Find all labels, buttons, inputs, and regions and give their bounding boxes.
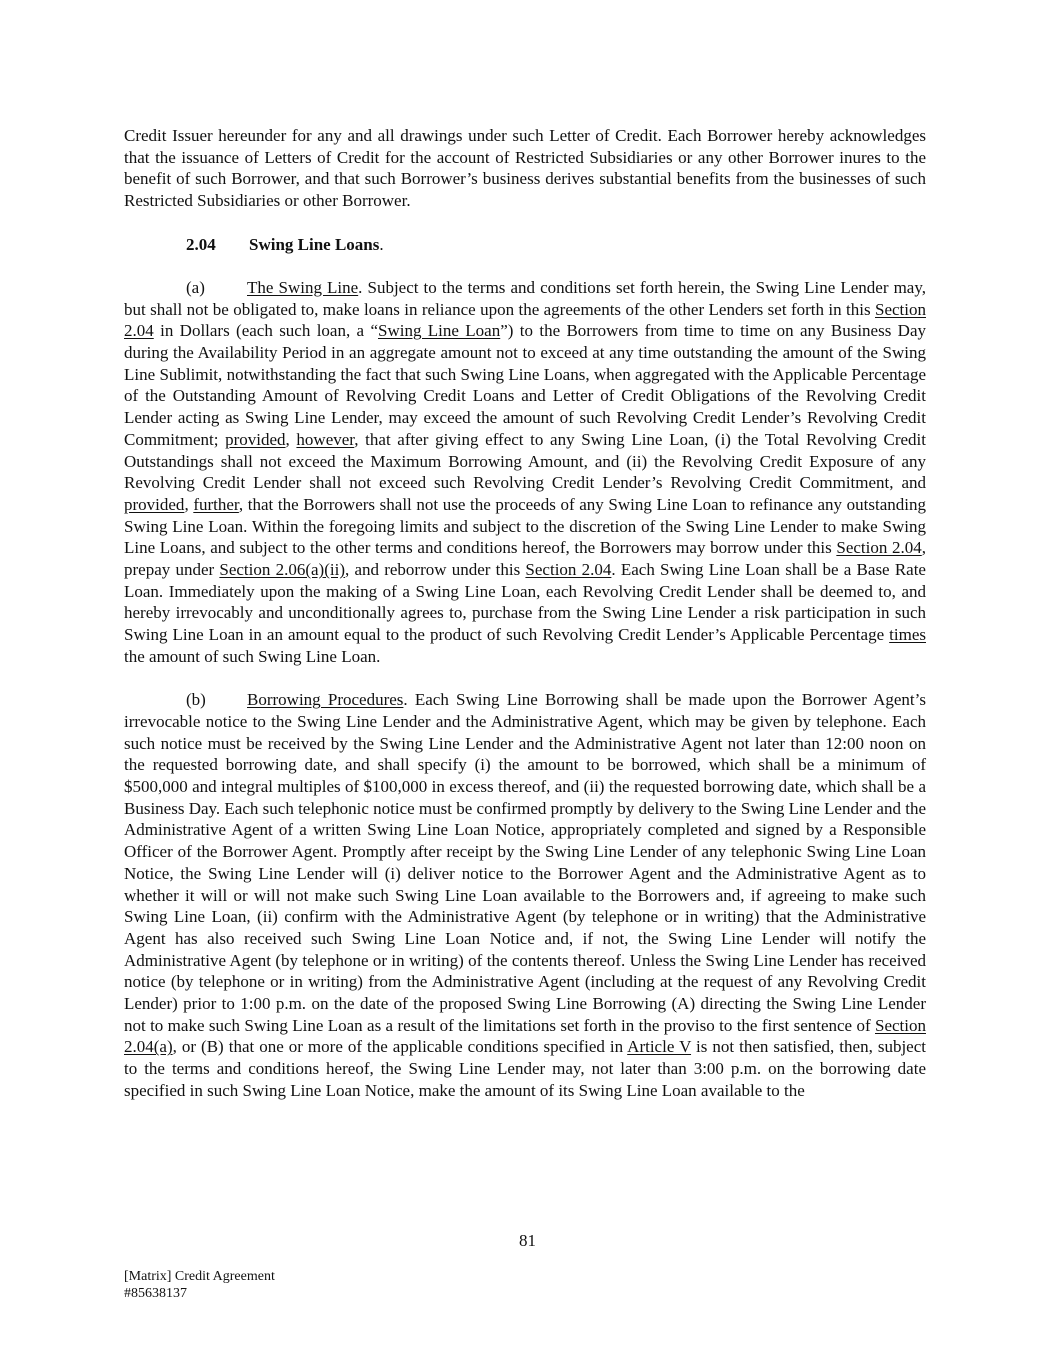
paragraph-a-text: . Each Swing Line Loan shall be a Base Rate Loan. Immediately upon the making of a Swing Line Loan, each Revolving Credit Lender shall be deemed to, and hereby irrevocably and unconditionally agrees to, purchase from the Swing Line Lender a risk participation in such Swing Line Loan in an amount equal to the product of such Revolving Credit Lender’s Applicable Percentage: [124, 560, 926, 645]
paragraph-a-text: . Subject to the terms and conditions set forth herein, the Swing Line Lender may, but shall not be obligated to, make loans in reliance upon the agreements of the other Lenders set forth in this: [124, 277, 926, 319]
cross-reference: Section 2.04(a): [124, 1015, 926, 1057]
paragraph-b-text: , or (B) that one or more of the applicable conditions specified in: [172, 1037, 628, 1057]
section-number: 2.04: [186, 234, 216, 254]
paragraph-a-text: ,: [285, 429, 297, 449]
page-number: 81: [519, 1231, 536, 1250]
paragraph-a: [124, 277, 926, 668]
paragraph-a-text: , and reborrow under this: [344, 560, 526, 580]
paragraph-a-text: ”) to the Borrowers from time to time on any Business Day during the Availability Period in an aggregate amount not to exceed at any time outstanding the amount of the Swing Line Sublimit, notwithstanding the fact that such Swing Line Loans, when aggregated with the Applicable Percentage of the Outstanding Amount of Revolving Credit Loans and Letter of Credit Obligations of the Revolving Credit Lender acting as Swing Line Lender, may exceed the amount of such Revolving Credit Lender’s Revolving Credit Commitment;: [124, 321, 926, 449]
paragraph-a-text: ,: [184, 494, 194, 514]
carryover-paragraph: Credit Issuer hereunder for any and all drawings under such Letter of Credit. Each Borrower hereby acknowledges that the issuance of Letters of Credit for the account of Restricted Subsidiaries or any other Borrower inures to the benefit of such Borrower, and that such Borrower’s business derives substantial benefits from the businesses of such Restricted Subsidiaries or other Borrower.: [124, 126, 926, 211]
paragraph-a-text: , that after giving effect to any Swing Line Loan, (i) the Total Revolving Credit Outstandings shall not exceed the Maximum Borrowing Amount, and (ii) the Revolving Credit Exposure of any Revolving Credit Lender shall not exceed such Revolving Credit Lender’s Revolving Credit Commitment, and: [124, 429, 926, 493]
section-title-period: .: [379, 234, 384, 254]
cross-reference: Section 2.04: [836, 538, 922, 558]
proviso-term: further: [193, 494, 239, 514]
paragraph-a-text: , prepay under: [124, 538, 926, 580]
paragraph-a-text: the amount of such Swing Line Loan.: [124, 646, 381, 666]
emphasis-term: times: [889, 625, 926, 645]
cross-reference: Section 2.04: [124, 299, 926, 341]
cross-reference: Section 2.06(a)(ii): [219, 560, 345, 580]
document-footer: [124, 1268, 275, 1302]
paragraph-a-label: (a): [186, 277, 205, 297]
document-body: [124, 125, 926, 1102]
paragraph-b-text: . Each Swing Line Borrowing shall be made upon the Borrower Agent’s irrevocable notice to the Swing Line Lender and the Administrative Agent, which may be given by telephone. Each such notice must be received by the Swing Line Lender and the Administrative Agent not later than 12:00 noon on the requested borrowing date, and shall specify (i) the amount to be borrowed, which shall be a minimum of $500,000 and integral multiples of $100,000 in excess thereof, and (ii) the requested borrowing date, which shall be a Business Day. Each such telephonic notice must be confirmed promptly by delivery to the Swing Line Lender and the Administrative Agent of a written Swing Line Loan Notice, appropriately completed and signed by a Responsible Officer of the Borrower Agent. Promptly after receipt by the Swing Line Lender of any telephonic Swing Line Loan Notice, the Swing Line Lender will (i) deliver notice to the Borrower Agent and the Administrative Agent as to whether it will or will not make such Swing Line Loan available to the Borrowers and, if agreeing to make such Swing Line Loan, (ii) confirm with the Administrative Agent (by telephone or in writing) that the Administrative Agent has also received such Swing Line Loan Notice and, if not, the Swing Line Lender will notify the Administrative Agent (by telephone or in writing) of the contents thereof. Unless the Swing Line Lender has received notice (by telephone or in writing) from the Administrative Agent (including at the request of any Revolving Credit Lender) prior to 1:00 p.m. on the date of the proposed Swing Line Borrowing (A) directing the Swing Line Lender not to make such Swing Line Loan as a result of the limitations set forth in the proviso to the first sentence of: [124, 690, 926, 1035]
paragraph-b-text: is not then satisfied, then, subject to the terms and conditions hereof, the Swing Line Lender may, not later than 3:00 p.m. on the borrowing date specified in such Swing Line Loan Notice, make the amount of its Swing Line Loan available to the: [124, 1037, 926, 1100]
paragraph-a-heading: The Swing Line: [247, 277, 359, 297]
proviso-term: provided: [225, 429, 286, 449]
paragraph-a-text: , that the Borrowers shall not use the proceeds of any Swing Line Loan to refinance any outstanding Swing Line Loan. Within the foregoing limits and subject to the discretion of the Swing Line Lender to make Swing Line Loans, and subject to the other terms and conditions hereof, the Borrowers may borrow under this: [124, 494, 926, 558]
paragraph-b-heading: Borrowing Procedures: [247, 690, 404, 710]
footer-document-id: #85638137: [124, 1286, 187, 1301]
footer-document-title: [Matrix] Credit Agreement: [124, 1269, 275, 1284]
paragraph-a-text: in Dollars (each such loan, a “: [153, 321, 378, 341]
proviso-term: however: [296, 429, 355, 449]
cross-reference: Section 2.04: [525, 560, 612, 580]
paragraph-b-label: (b): [186, 690, 206, 710]
section-heading: [124, 234, 926, 256]
section-title: Swing Line Loans: [249, 234, 380, 254]
proviso-term: provided: [124, 494, 185, 514]
paragraph-b: [124, 689, 926, 1101]
cross-reference: Article V: [627, 1037, 692, 1057]
defined-term: Swing Line Loan: [378, 321, 501, 341]
